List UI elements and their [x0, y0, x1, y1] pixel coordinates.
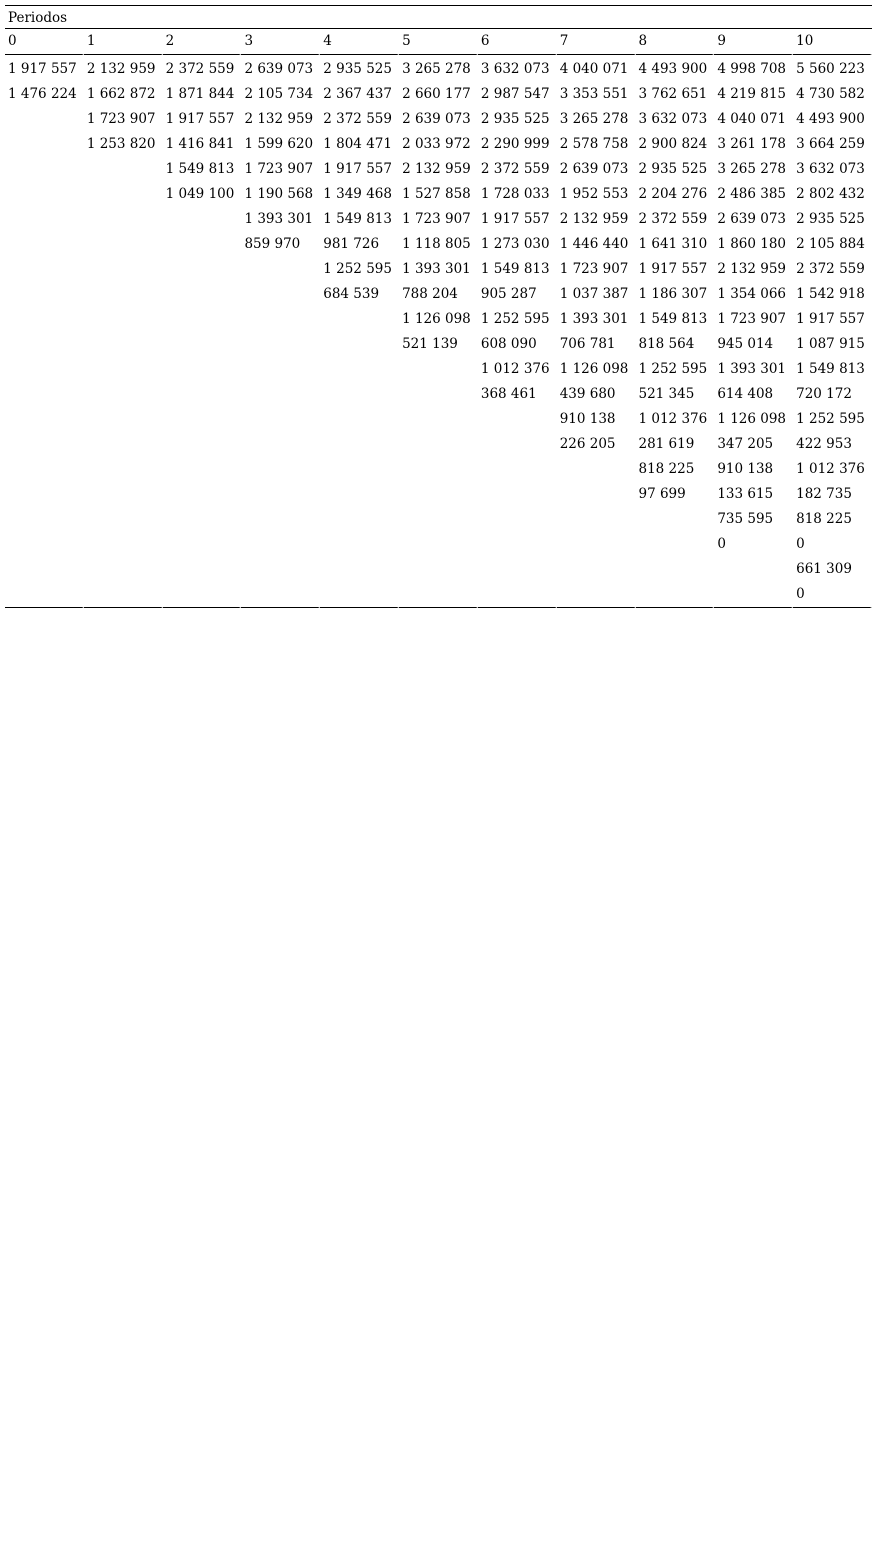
table-cell: 2 578 758: [557, 132, 636, 157]
table-cell: 1 354 066: [714, 282, 793, 307]
table-cell: [399, 582, 478, 608]
table-cell: 4 040 071: [714, 107, 793, 132]
table-cell: [84, 407, 163, 432]
table-cell: [84, 332, 163, 357]
table-cell: 2 935 525: [636, 157, 715, 182]
table-cell: 2 132 959: [84, 55, 163, 82]
table-cell: [320, 357, 399, 382]
table-cell: 818 564: [636, 332, 715, 357]
table-cell: 1 186 307: [636, 282, 715, 307]
table-cell: 439 680: [557, 382, 636, 407]
table-cell: 608 090: [478, 332, 557, 357]
table-cell: [84, 382, 163, 407]
table-cell: 2 639 073: [399, 107, 478, 132]
table-cell: [5, 457, 84, 482]
table-cell: 1 804 471: [320, 132, 399, 157]
table-cell: [241, 482, 320, 507]
table-cell: 1 126 098: [399, 307, 478, 332]
table-cell: 2 660 177: [399, 82, 478, 107]
table-cell: [399, 482, 478, 507]
column-header: 2: [163, 29, 242, 55]
table-cell: 3 632 073: [636, 107, 715, 132]
table-cell: 981 726: [320, 232, 399, 257]
table-cell: [163, 507, 242, 532]
table-cell: 4 040 071: [557, 55, 636, 82]
table-cell: [399, 557, 478, 582]
table-cell: [84, 507, 163, 532]
table-cell: [320, 482, 399, 507]
table-cell: [84, 557, 163, 582]
table-cell: [163, 332, 242, 357]
table-cell: [241, 582, 320, 608]
table-cell: [163, 407, 242, 432]
table-cell: 945 014: [714, 332, 793, 357]
table-cell: [5, 332, 84, 357]
table-cell: 2 639 073: [557, 157, 636, 182]
table-cell: [557, 507, 636, 532]
table-cell: 818 225: [793, 507, 872, 532]
table-cell: [399, 382, 478, 407]
column-header: 4: [320, 29, 399, 55]
table-cell: [84, 207, 163, 232]
table-cell: [478, 507, 557, 532]
table-cell: 2 132 959: [399, 157, 478, 182]
table-cell: [84, 307, 163, 332]
table-cell: 684 539: [320, 282, 399, 307]
table-cell: 226 205: [557, 432, 636, 457]
table-cell: 1 917 557: [478, 207, 557, 232]
table-cell: 1 416 841: [163, 132, 242, 157]
table-cell: [163, 207, 242, 232]
table-cell: 2 132 959: [557, 207, 636, 232]
table-row: [5, 357, 872, 382]
periods-table: [5, 5, 872, 608]
table-cell: [478, 582, 557, 608]
table-cell: 1 087 915: [793, 332, 872, 357]
table-cell: [5, 582, 84, 608]
table-cell: [636, 532, 715, 557]
table-cell: [5, 182, 84, 207]
table-cell: 521 345: [636, 382, 715, 407]
table-cell: 1 549 813: [636, 307, 715, 332]
table-cell: 347 205: [714, 432, 793, 457]
table-caption: Periodos: [5, 5, 872, 29]
table-cell: [241, 457, 320, 482]
table-cell: [478, 457, 557, 482]
table-row: [5, 432, 872, 457]
table-cell: 3 632 073: [478, 55, 557, 82]
table-cell: [320, 307, 399, 332]
table-cell: 1 393 301: [399, 257, 478, 282]
table-row: [5, 82, 872, 107]
table-cell: [320, 432, 399, 457]
table-cell: 1 049 100: [163, 182, 242, 207]
table-cell: 3 265 278: [557, 107, 636, 132]
table-cell: [320, 507, 399, 532]
table-cell: [241, 282, 320, 307]
table-cell: 1 917 557: [320, 157, 399, 182]
column-header: 9: [714, 29, 793, 55]
table-row: [5, 557, 872, 582]
table-cell: [399, 507, 478, 532]
table-cell: [478, 482, 557, 507]
table-cell: [478, 432, 557, 457]
table-cell: [557, 532, 636, 557]
table-cell: 3 353 551: [557, 82, 636, 107]
table-cell: 1 641 310: [636, 232, 715, 257]
table-cell: 422 953: [793, 432, 872, 457]
table-cell: 3 632 073: [793, 157, 872, 182]
table-row: [5, 132, 872, 157]
table-row: [5, 407, 872, 432]
table-cell: [320, 332, 399, 357]
table-cell: 97 699: [636, 482, 715, 507]
table-row: [5, 332, 872, 357]
table-cell: [399, 432, 478, 457]
table-cell: [163, 282, 242, 307]
table-cell: [163, 432, 242, 457]
table-cell: [163, 482, 242, 507]
table-cell: [241, 432, 320, 457]
table-cell: 2 033 972: [399, 132, 478, 157]
table-row: [5, 157, 872, 182]
table-cell: 1 662 872: [84, 82, 163, 107]
table-cell: [5, 207, 84, 232]
table-cell: 1 549 813: [163, 157, 242, 182]
table-cell: [163, 382, 242, 407]
column-header: 1: [84, 29, 163, 55]
table-cell: 1 349 468: [320, 182, 399, 207]
table-cell: 1 917 557: [5, 55, 84, 82]
table-row: [5, 282, 872, 307]
table-cell: 3 762 651: [636, 82, 715, 107]
table-cell: 1 252 595: [320, 257, 399, 282]
table-cell: 2 935 525: [793, 207, 872, 232]
table-row: [5, 532, 872, 557]
column-header: 8: [636, 29, 715, 55]
table-cell: [241, 407, 320, 432]
table-row: [5, 207, 872, 232]
table-cell: 2 372 559: [163, 55, 242, 82]
table-cell: 1 599 620: [241, 132, 320, 157]
table-cell: 1 446 440: [557, 232, 636, 257]
table-cell: 281 619: [636, 432, 715, 457]
column-header: 5: [399, 29, 478, 55]
table-cell: 1 860 180: [714, 232, 793, 257]
table-cell: [5, 357, 84, 382]
table-row: [5, 482, 872, 507]
table-cell: 1 012 376: [636, 407, 715, 432]
table-cell: 859 970: [241, 232, 320, 257]
table-cell: 1 723 907: [714, 307, 793, 332]
table-cell: 735 595: [714, 507, 793, 532]
table-row: [5, 232, 872, 257]
table-cell: 368 461: [478, 382, 557, 407]
table-cell: 133 615: [714, 482, 793, 507]
table-cell: [478, 557, 557, 582]
table-cell: [163, 532, 242, 557]
table-cell: 1 037 387: [557, 282, 636, 307]
table-cell: [636, 582, 715, 608]
table-cell: [84, 582, 163, 608]
table-cell: [5, 232, 84, 257]
table-row: [5, 507, 872, 532]
table-cell: [163, 257, 242, 282]
table-cell: 2 639 073: [241, 55, 320, 82]
table-cell: [320, 407, 399, 432]
table-cell: 1 476 224: [5, 82, 84, 107]
table-cell: [5, 432, 84, 457]
table-cell: 706 781: [557, 332, 636, 357]
table-cell: 3 265 278: [714, 157, 793, 182]
table-cell: [478, 407, 557, 432]
table-cell: [5, 107, 84, 132]
table-cell: 3 261 178: [714, 132, 793, 157]
table-cell: [163, 357, 242, 382]
table-cell: 1 393 301: [714, 357, 793, 382]
table-cell: [241, 332, 320, 357]
table-cell: [163, 582, 242, 608]
table-cell: 4 493 900: [793, 107, 872, 132]
table-cell: 1 871 844: [163, 82, 242, 107]
table-cell: [5, 132, 84, 157]
table-cell: 2 372 559: [636, 207, 715, 232]
table-cell: 720 172: [793, 382, 872, 407]
table-cell: [84, 282, 163, 307]
table-row: [5, 257, 872, 282]
table-cell: 5 560 223: [793, 55, 872, 82]
table-cell: 2 372 559: [793, 257, 872, 282]
table-cell: [5, 382, 84, 407]
table-cell: [84, 357, 163, 382]
table-cell: 1 917 557: [163, 107, 242, 132]
table-cell: [241, 532, 320, 557]
table-cell: [5, 157, 84, 182]
table-body: [5, 55, 872, 608]
table-cell: [163, 307, 242, 332]
table-cell: 1 549 813: [793, 357, 872, 382]
table-row: [5, 382, 872, 407]
table-cell: [241, 507, 320, 532]
column-header: 3: [241, 29, 320, 55]
table-row: [5, 55, 872, 82]
table-cell: 1 118 805: [399, 232, 478, 257]
table-cell: [163, 557, 242, 582]
table-cell: [5, 482, 84, 507]
table-cell: 2 372 559: [320, 107, 399, 132]
table-cell: 0: [793, 532, 872, 557]
table-cell: 3 664 259: [793, 132, 872, 157]
table-cell: 1 126 098: [714, 407, 793, 432]
table-cell: [241, 257, 320, 282]
table-cell: 1 549 813: [478, 257, 557, 282]
table-cell: [320, 457, 399, 482]
table-cell: 1 190 568: [241, 182, 320, 207]
table-cell: 1 917 557: [793, 307, 872, 332]
table-cell: [241, 307, 320, 332]
table-cell: [320, 382, 399, 407]
table-cell: 614 408: [714, 382, 793, 407]
table-cell: 1 273 030: [478, 232, 557, 257]
table-cell: [557, 557, 636, 582]
table-cell: 2 132 959: [241, 107, 320, 132]
table-cell: [84, 532, 163, 557]
table-cell: [557, 457, 636, 482]
table-cell: 788 204: [399, 282, 478, 307]
table-cell: [84, 232, 163, 257]
table-row: [5, 107, 872, 132]
table-cell: [84, 457, 163, 482]
table-cell: 1 723 907: [241, 157, 320, 182]
table-cell: 2 367 437: [320, 82, 399, 107]
table-cell: [399, 407, 478, 432]
table-cell: 1 012 376: [478, 357, 557, 382]
table-cell: 2 290 999: [478, 132, 557, 157]
table-cell: 4 998 708: [714, 55, 793, 82]
table-cell: [399, 457, 478, 482]
table-cell: 4 493 900: [636, 55, 715, 82]
table-cell: [84, 432, 163, 457]
table-cell: 1 549 813: [320, 207, 399, 232]
table-cell: 2 802 432: [793, 182, 872, 207]
column-header: 10: [793, 29, 872, 55]
table-cell: 1 253 820: [84, 132, 163, 157]
table-cell: [557, 482, 636, 507]
table-cell: [84, 482, 163, 507]
table-cell: 4 730 582: [793, 82, 872, 107]
table-row: [5, 307, 872, 332]
table-cell: [5, 532, 84, 557]
table-row: [5, 457, 872, 482]
table-cell: [163, 457, 242, 482]
table-cell: [557, 582, 636, 608]
table-cell: 182 735: [793, 482, 872, 507]
table-cell: [399, 357, 478, 382]
table-cell: [714, 557, 793, 582]
table-cell: 1 252 595: [478, 307, 557, 332]
table-cell: 0: [793, 582, 872, 608]
table-cell: 2 105 734: [241, 82, 320, 107]
table-cell: 2 900 824: [636, 132, 715, 157]
table-cell: [241, 557, 320, 582]
table-cell: [5, 507, 84, 532]
table-cell: 910 138: [714, 457, 793, 482]
table-cell: 1 542 918: [793, 282, 872, 307]
table-cell: [241, 357, 320, 382]
table-cell: [399, 532, 478, 557]
table-cell: 1 723 907: [399, 207, 478, 232]
table-cell: 2 935 525: [478, 107, 557, 132]
table-cell: 0: [714, 532, 793, 557]
table-cell: [478, 532, 557, 557]
column-header: 7: [557, 29, 636, 55]
table-cell: 1 393 301: [557, 307, 636, 332]
table-cell: 2 639 073: [714, 207, 793, 232]
table-cell: 1 252 595: [636, 357, 715, 382]
table-cell: 4 219 815: [714, 82, 793, 107]
table-cell: 2 372 559: [478, 157, 557, 182]
table-cell: [320, 582, 399, 608]
table-cell: [714, 582, 793, 608]
table-cell: [241, 382, 320, 407]
table-cell: [163, 232, 242, 257]
table-cell: 2 132 959: [714, 257, 793, 282]
table-cell: [320, 532, 399, 557]
table-cell: 818 225: [636, 457, 715, 482]
table-cell: 2 935 525: [320, 55, 399, 82]
table-cell: 1 393 301: [241, 207, 320, 232]
table-row: [5, 182, 872, 207]
table-cell: 2 105 884: [793, 232, 872, 257]
header-row: [5, 29, 872, 55]
table-cell: [5, 307, 84, 332]
table-cell: 1 126 098: [557, 357, 636, 382]
table-cell: 3 265 278: [399, 55, 478, 82]
table-cell: 521 139: [399, 332, 478, 357]
table-cell: 2 204 276: [636, 182, 715, 207]
table-cell: [5, 557, 84, 582]
table-cell: [84, 182, 163, 207]
table-cell: 1 527 858: [399, 182, 478, 207]
table-cell: [636, 507, 715, 532]
table-cell: 1 012 376: [793, 457, 872, 482]
table-cell: 1 723 907: [557, 257, 636, 282]
table-cell: 1 723 907: [84, 107, 163, 132]
table-cell: [5, 282, 84, 307]
table-cell: 2 987 547: [478, 82, 557, 107]
table-cell: 1 952 553: [557, 182, 636, 207]
table-cell: 2 486 385: [714, 182, 793, 207]
table-cell: [84, 157, 163, 182]
table-cell: [84, 257, 163, 282]
table-row: [5, 582, 872, 608]
table-cell: [5, 257, 84, 282]
column-header: 0: [5, 29, 84, 55]
column-header: 6: [478, 29, 557, 55]
data-table: [5, 29, 872, 608]
table-cell: 1 252 595: [793, 407, 872, 432]
table-cell: 1 728 033: [478, 182, 557, 207]
table-cell: [5, 407, 84, 432]
table-cell: 905 287: [478, 282, 557, 307]
table-cell: [320, 557, 399, 582]
table-cell: [636, 557, 715, 582]
table-cell: 910 138: [557, 407, 636, 432]
table-cell: 661 309: [793, 557, 872, 582]
table-cell: 1 917 557: [636, 257, 715, 282]
